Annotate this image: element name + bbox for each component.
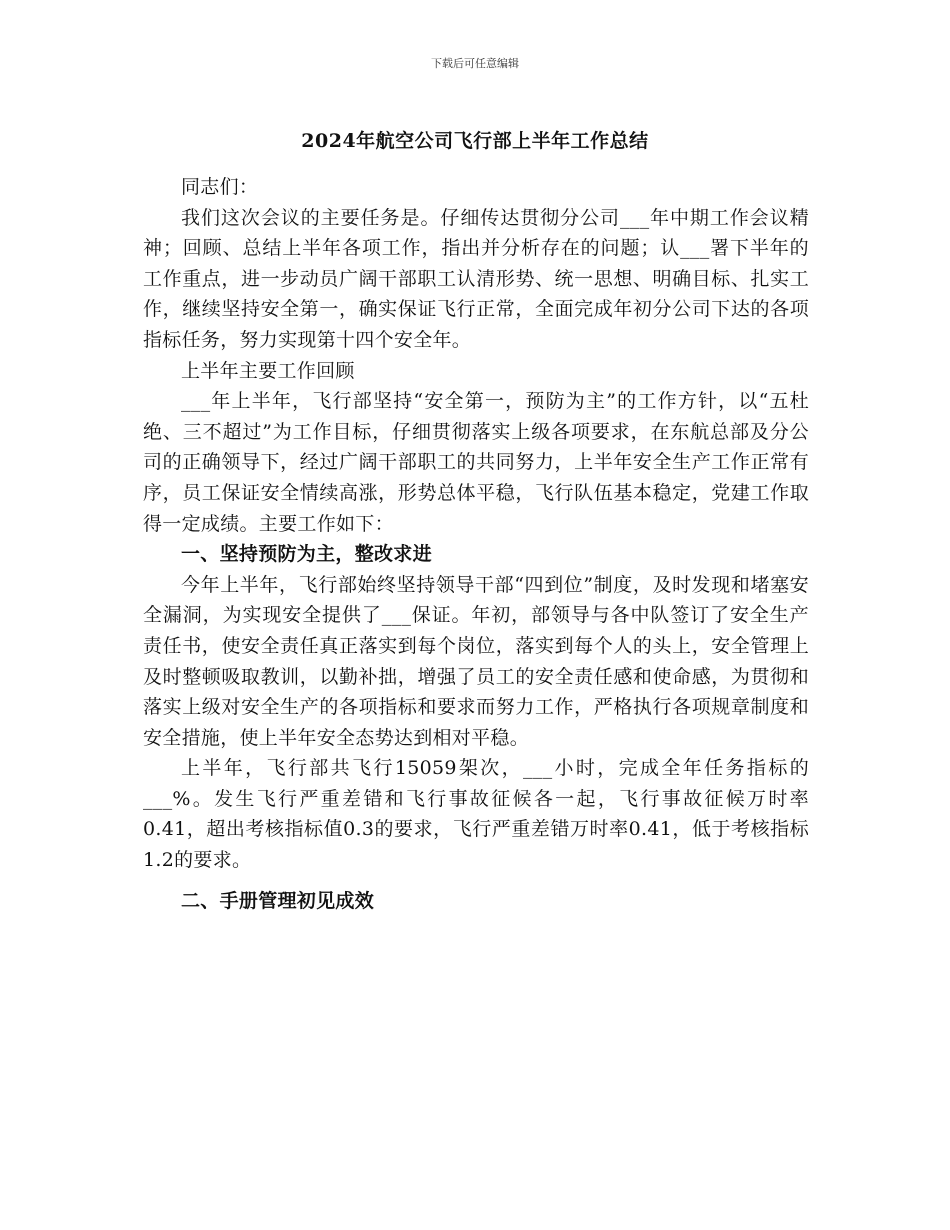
document-title: 2024年航空公司飞行部上半年工作总结 — [301, 130, 649, 152]
intro-paragraph: 我们这次会议的主要任务是。仔细传达贯彻分公司___年中期工作会议精神；回顾、总结上半年各项工作，指出并分析存在的问题；认___署下半年的工作重点，进一步动员广阔干部职工认清形势、统一思想、明确目标、扎实工作，继续坚持安全第一，确实保证飞行正常，全面完成年初分公司下达的各项指标任务，努力实现第十四个安全年。 — [143, 206, 809, 351]
section-1-paragraph-2: 上半年，飞行部共飞行15059架次，___小时，完成全年任务指标的___%。发生飞行严重差错和飞行事故征候各一起，飞行事故征候万时率0.41，超出考核指标值0.3的要求，飞行严重差错万时率0.41，低于考核指标1.2的要求。 — [143, 757, 809, 872]
section-1-heading: 一、坚持预防为主，整改求进 — [181, 543, 432, 566]
review-paragraph: ___年上半年，飞行部坚持“安全第一，预防为主”的工作方针，以“五杜绝、三不超过”为工作目标，仔细贯彻落实上级各项要求，在东航总部及分公司的正确领导下，经过广阔干部职工的共同努力，上半年安全生产工作正常有序，员工保证安全情续高涨，形势总体平稳，飞行队伍基本稳定，党建工作取得一定成绩。主要工作如下： — [143, 390, 809, 535]
salutation: 同志们： — [181, 176, 259, 198]
page-header: 下载后可任意编辑 — [431, 57, 519, 70]
section-1-paragraph-1: 今年上半年，飞行部始终坚持领导干部“四到位”制度，及时发现和堵塞安全漏洞，为实现安全提供了___保证。年初，部领导与各中队签订了安全生产责任书，使安全责任真正落实到每个岗位，落实到每个人的头上，安全管理上及时整顿吸取教训，以勤补拙，增强了员工的安全责任感和使命感，为贯彻和落实上级对安全生产的各项指标和要求而努力工作，严格执行各项规章制度和安全措施，使上半年安全态势达到相对平稳。 — [143, 573, 809, 749]
section-2-heading: 二、手册管理初见成效 — [181, 889, 375, 912]
review-heading: 上半年主要工作回顾 — [181, 359, 355, 382]
document-body — [143, 172, 809, 916]
